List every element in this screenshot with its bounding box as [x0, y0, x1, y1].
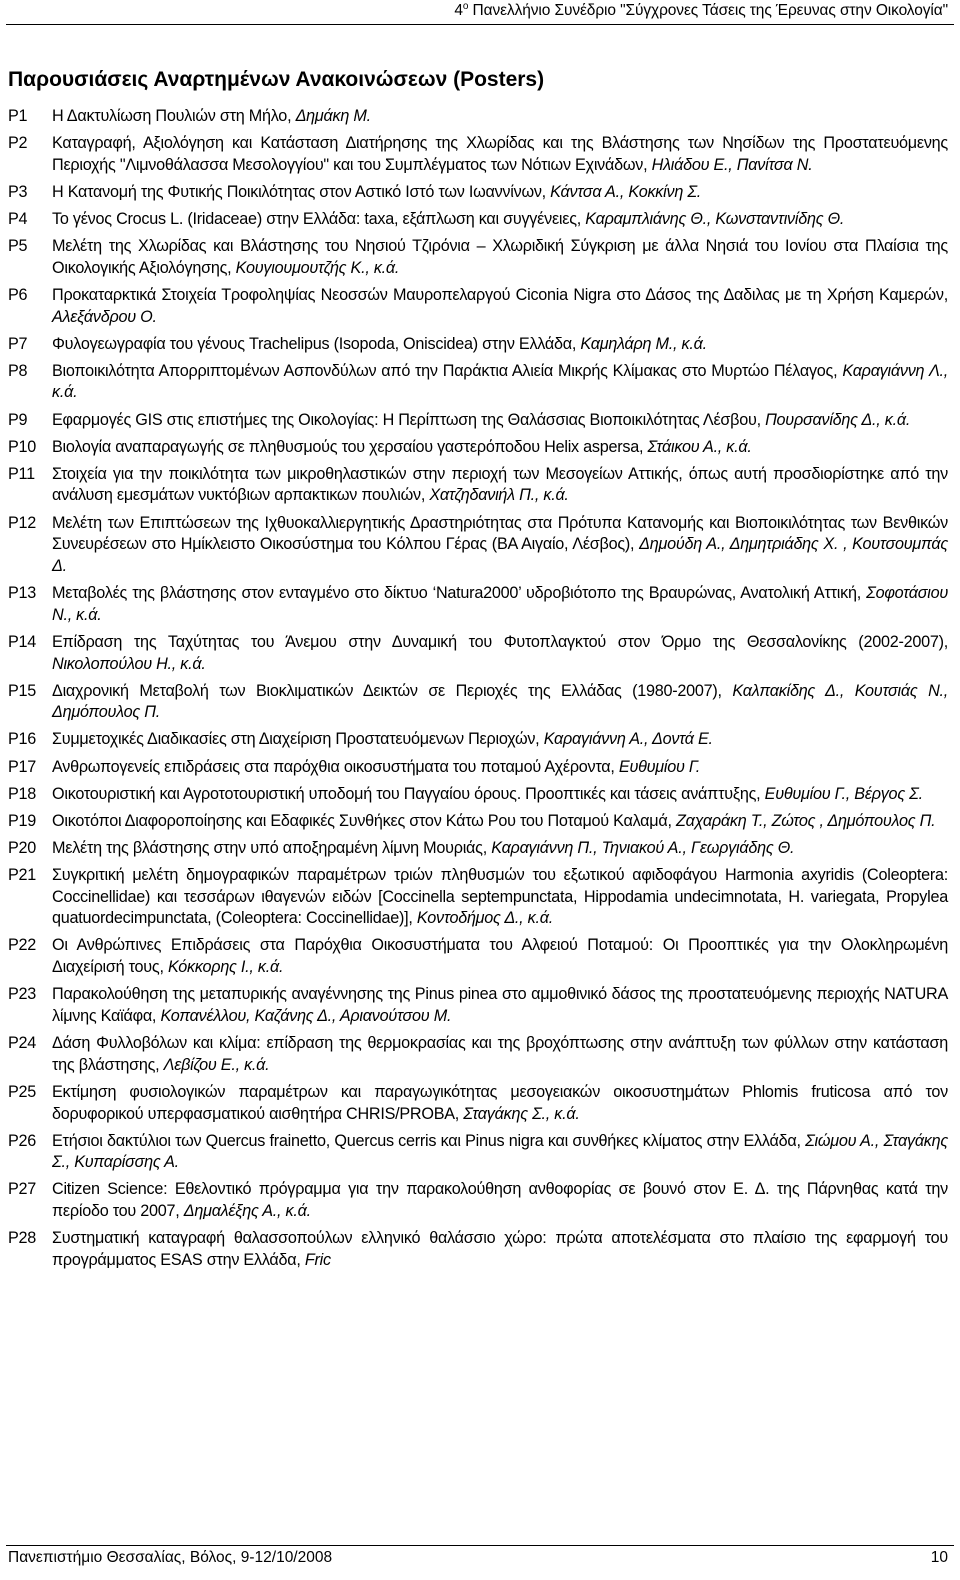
poster-item [8, 513, 948, 578]
poster-title: Διαχρονική Μεταβολή των Βιοκλιματικών Δεικτών σε Περιοχές της Ελλάδας (1980-2007), [52, 681, 722, 700]
poster-number: P7 [8, 334, 28, 353]
poster-number: P27 [8, 1180, 37, 1199]
poster-authors: Κουγιουμουτζής Κ., κ.ά. [235, 258, 400, 277]
poster-title: Μελέτη της Χλωρίδας και Βλάστησης του Νησιού Τζιρόνια – Χλωριδική Σύγκριση με άλλα Νησιά του Ιονίου στα Πλαίσια της Οικολογικής Αξιολόγησης, [52, 237, 948, 277]
poster-authors: Ευθυμίου Γ. [618, 757, 701, 776]
poster-number: P24 [8, 1034, 37, 1052]
poster-title: Συμμετοχικές Διαδικασίες στη Διαχείριση Προστατευόμενων Περιοχών, [52, 730, 540, 749]
poster-title: Μελέτη της βλάστησης στην υπό αποξηραμένη λίμνη Μουριάς, [52, 838, 487, 857]
poster-item [8, 865, 948, 930]
poster-item [8, 681, 948, 724]
poster-number: P2 [8, 134, 28, 153]
poster-item [8, 1082, 948, 1125]
poster-entry [52, 632, 948, 675]
poster-item [8, 811, 948, 833]
poster-number: P13 [8, 584, 37, 603]
poster-title: Οικοτουριστική και Αγροτοτουριστική υποδομή του Παγγαίου όρους. Προοπτικές και τάσεις ανάπτυξης, [52, 784, 761, 803]
poster-number: P4 [8, 209, 28, 228]
poster-entry [52, 1033, 948, 1076]
poster-authors: Αλεξάνδρου Ο. [52, 307, 157, 326]
poster-authors: Καλπακίδης Δ., Κουτσιάς Ν., Δημόπουλος Π. [52, 681, 948, 722]
poster-authors: Ηλιάδου Ε., Πανίτσα Ν. [651, 155, 813, 174]
poster-item [8, 632, 948, 675]
footer-divider [6, 1545, 954, 1546]
poster-authors: Κάντσα Α., Κοκκίνη Σ. [550, 182, 702, 201]
poster-authors: Χατζηδανιήλ Π., κ.ά. [429, 486, 569, 505]
header-divider [6, 24, 954, 25]
poster-item [8, 838, 948, 860]
poster-entry [52, 865, 948, 930]
poster-entry [52, 729, 948, 751]
poster-item [8, 729, 948, 751]
poster-title: Στοιχεία για την ποικιλότητα των μικροθηλαστικών στην περιοχή των Μεσογείων Αττικής, όπως αυτή προσδιορίστηκε από την ανάλυση εμεσμάτων νυκτόβιων αρπακτικων πουλιών, [52, 464, 948, 505]
poster-entry [52, 681, 948, 724]
poster-authors: Σιώμου Α., Σταγάκης Σ., Κυπαρίσσης Α. [52, 1131, 949, 1172]
poster-title: Βιολογία αναπαραγωγής σε πληθυσμούς του χερσαίου γαστερόποδου Helix aspersa, [52, 437, 644, 456]
poster-authors: Καραγιάννη Α., Δοντά Ε. [543, 730, 713, 749]
poster-entry [52, 935, 948, 978]
poster-authors: Καραγιάννη Π., Τηνιακού Α., Γεωργιάδης Θ. [491, 838, 795, 857]
poster-entry [52, 133, 948, 176]
poster-item [8, 334, 948, 356]
poster-title: Η Δακτυλίωση Πουλιών στη Μήλο, [52, 107, 292, 125]
poster-entry [52, 1179, 948, 1222]
poster-entry [52, 464, 948, 507]
poster-entry [52, 236, 948, 279]
poster-title: Παρακολούθηση της μεταπυρικής αναγέννησης της Pinus pinea στο αμμοθινικό δάσος της προστατευόμενης περιοχής NATURA λίμνης Καϊάφα, [52, 985, 948, 1025]
poster-title: Ανθρωπογενείς επιδράσεις στα παρόχθια οικοσυστήματα του ποταμού Αχέροντα, [52, 757, 615, 776]
poster-item [8, 361, 948, 404]
conference-ordinal: ο [462, 0, 469, 12]
poster-number: P16 [8, 730, 37, 749]
poster-entry [52, 437, 948, 459]
conference-title: Πανελλήνιο Συνέδριο "Σύγχρονες Τάσεις της Έρευνας στην Οικολογία" [472, 2, 948, 19]
poster-title: Η Κατανομή της Φυτικής Ποικιλότητας στον Αστικό Ιστό των Ιωαννίνων, [52, 182, 546, 201]
poster-authors: Δημούδη Α., Δημητριάδης Χ. , Κουτσουμπάς Δ. [52, 535, 949, 575]
poster-number: P18 [8, 784, 37, 803]
poster-entry [52, 334, 948, 356]
poster-item [8, 209, 948, 231]
running-header [454, 2, 948, 20]
poster-number: P28 [8, 1229, 37, 1248]
poster-number: P22 [8, 936, 37, 955]
poster-item [8, 1131, 948, 1174]
poster-title: Μεταβολές της βλάστησης στον ενταγμένο στο δίκτυο ‘Natura2000’ υδροβιότοπο της Βραυρώνας, Ανατολική Αττική, [52, 584, 861, 603]
poster-title: Εκτίμηση φυσιολογικών παραμέτρων και παραγωγικότητας μεσογειακών οικοσυστημάτων Phlomis fruticosa από τον δορυφορικού υπερφασματικού αισθητήρα CHRIS/PROBA, [52, 1082, 948, 1123]
poster-authors: Καραμπλιάνης Θ., Κωνσταντινίδης Θ. [585, 209, 845, 228]
poster-authors: Ευθυμίου Γ., Βέργος Σ. [764, 784, 923, 803]
poster-item [8, 410, 948, 432]
poster-title: Μελέτη των Επιπτώσεων της Ιχθυοκαλλιεργητικής Δραστηριότητας στα Πρότυπα Κατανομής και Βιοποικιλότητας των Βενθικών Συνευρέσεων στο Ημίκλειστο Οικοσύστημα του Κόλπου Γέρας (ΒΑ Αιγαίο, Λέσβος), [52, 513, 948, 554]
poster-entry [52, 182, 948, 204]
poster-authors: Ζαχαράκη Τ., Ζώτος , Δημόπουλος Π. [675, 811, 936, 830]
poster-number: P12 [8, 513, 37, 532]
poster-title: Οικοτόποι Διαφοροποίησης και Εδαφικές Συνθήκες στον Κάτω Ρου του Ποταμού Καλαμά, [52, 811, 672, 830]
poster-item [8, 285, 948, 328]
poster-authors: Καμηλάρη Μ., κ.ά. [580, 334, 707, 353]
poster-title: Φυλογεωγραφία του γένους Trachelipus (Isopoda, Oniscidea) στην Ελλάδα, [52, 334, 577, 353]
poster-entry [52, 361, 948, 404]
poster-number: P5 [8, 237, 28, 256]
poster-number: P11 [8, 464, 35, 483]
poster-item [8, 437, 948, 459]
poster-authors: Πουρσανίδης Δ., κ.ά. [765, 410, 911, 429]
poster-authors: Καραγιάννη Λ., κ.ά. [52, 361, 948, 402]
poster-authors: Κοντοδήμος Δ., κ.ά. [416, 909, 553, 928]
poster-number: P25 [8, 1082, 37, 1101]
poster-authors: Κοπανέλλου, Καζάνης Δ., Αριανούτσου Μ. [160, 1006, 452, 1025]
poster-entry [52, 1082, 948, 1125]
poster-entry [52, 513, 948, 578]
poster-item [8, 583, 948, 626]
poster-title: Επίδραση της Ταχύτητας του Άνεμου στην Δυναμική του Φυτοπλαγκτού στον Όρμο της Θεσσαλονίκης (2002-2007), [52, 632, 948, 651]
conference-number: 4 [454, 2, 463, 19]
poster-number: P14 [8, 632, 37, 651]
poster-number: P19 [8, 811, 37, 830]
poster-title: Βιοποικιλότητα Απορριπτομένων Ασπονδύλων από την Παράκτια Αλιεία Μικρής Κλίμακας στο Μυρτώο Πέλαγος, [52, 361, 838, 380]
poster-number: P26 [8, 1131, 37, 1150]
poster-entry [52, 106, 948, 128]
poster-authors: Σταγάκης Σ., κ.ά. [463, 1104, 580, 1123]
poster-title: Οι Ανθρώπινες Επιδράσεις στα Παρόχθια Οικοσυστήματα του Αλφειού Ποταμού: Οι Προοπτικές για την Ολοκληρωμένη Διαχείρισή τους, [52, 936, 948, 977]
poster-title: Καταγραφή, Αξιολόγηση και Κατάσταση Διατήρησης της Χλωρίδας και της Βλάστησης των Νησίδων της Προστατευόμενης Περιοχής "Λιμνοθάλασσα Μεσολογγίου" και του Συμπλέγματος των Νότιων Εχινάδων, [52, 134, 948, 174]
poster-authors: Fric [304, 1250, 331, 1269]
poster-title: Εφαρμογές GIS στις επιστήμες της Οικολογίας: Η Περίπτωση της Θαλάσσιας Βιοποικιλότητας Λέσβου, [52, 410, 761, 429]
poster-entry [52, 1131, 948, 1174]
poster-entry [52, 410, 948, 432]
poster-entry [52, 811, 948, 833]
poster-number: P17 [8, 757, 37, 776]
poster-item [8, 784, 948, 806]
poster-item [8, 106, 948, 128]
poster-authors: Νικολοπούλου Η., κ.ά. [52, 654, 206, 673]
poster-authors: Στάικου Α., κ.ά. [647, 437, 752, 456]
poster-authors: Σοφοτάσιου Ν., κ.ά. [52, 584, 949, 624]
section-title: Παρουσιάσεις Αναρτημένων Ανακοινώσεων (Posters) [8, 68, 545, 91]
poster-number: P6 [8, 285, 28, 304]
poster-item [8, 464, 948, 507]
poster-item [8, 1228, 948, 1271]
poster-number: P20 [8, 838, 37, 857]
poster-entry [52, 838, 948, 860]
poster-authors: Κόκκορης Ι., κ.ά. [167, 958, 284, 977]
poster-entry [52, 209, 948, 231]
poster-item [8, 133, 948, 176]
poster-item [8, 757, 948, 779]
poster-number: P3 [8, 182, 28, 201]
poster-entry [52, 285, 948, 328]
poster-title: Προκαταρκτικά Στοιχεία Τροφοληψίας Νεοσσών Μαυροπελαργού Ciconia Nigra στο Δάσος της Δαδιλας με τη Χρήση Καμερών, [52, 285, 948, 304]
footer-venue: Πανεπιστήμιο Θεσσαλίας, Βόλος, 9-12/10/2008 [8, 1549, 333, 1566]
poster-number: P9 [8, 410, 28, 429]
poster-item [8, 1179, 948, 1222]
poster-item [8, 182, 948, 204]
poster-title: Citizen Science: Εθελοντικό πρόγραμμα για την παρακολούθηση ανθοφορίας σε βουνό στον Ε. Δ. της Πάρνηθας κατά την περίοδο του 2007, [52, 1180, 948, 1221]
page-number: 10 [930, 1549, 948, 1566]
poster-entry [52, 784, 948, 806]
poster-item [8, 984, 948, 1027]
poster-item [8, 1033, 948, 1076]
poster-entry [52, 583, 948, 626]
poster-item [8, 236, 948, 279]
poster-authors: Δημαλέξης Α., κ.ά. [183, 1202, 311, 1221]
poster-number: P23 [8, 985, 37, 1004]
poster-number: P1 [8, 107, 28, 125]
poster-number: P10 [8, 437, 37, 456]
poster-title: Συστηματική καταγραφή θαλασσοπούλων ελληνικό θαλάσσιο χώρο: πρώτα αποτελέσματα στο πλαίσιο της εφαρμογή του προγράμματος ESAS στην Ελλάδα, [52, 1229, 948, 1269]
poster-number: P8 [8, 361, 28, 380]
poster-entry [52, 757, 948, 779]
poster-title: Το γένος Crocus L. (Iridaceae) στην Ελλάδα: taxa, εξάπλωση και συγγένειες, [52, 209, 582, 228]
poster-title: Δάση Φυλλοβόλων και κλίμα: επίδραση της θερμοκρασίας και της βροχόπτωσης στην ανάπτυξη των φύλλων στην κατάσταση της βλάστησης, [52, 1034, 948, 1074]
poster-item [8, 935, 948, 978]
poster-authors: Λεβίζου Ε., κ.ά. [163, 1055, 270, 1074]
poster-title: Ετήσιοι δακτύλιοι των Quercus frainetto, Quercus cerris και Pinus nigra και συνθήκες κλίματος στην Ελλάδα, [52, 1131, 801, 1150]
poster-entry [52, 984, 948, 1027]
poster-authors: Δημάκη Μ. [295, 107, 371, 125]
poster-title: Συγκριτική μελέτη δημογραφικών παραμέτρων τριών πληθυσμών του εξωτικού αφιδοφάγου Harmonia axyridis (Coleoptera: Coccinellidae) και τεσσάρων ιθαγενών ειδών [Coccinella septempunctata, Hippodamia undecimnotata, H. variegata, Propylea quatuordecimpunctata, (Coleoptera: Coccinellidae)], [52, 865, 948, 928]
poster-list [8, 106, 948, 1277]
poster-number: P15 [8, 681, 37, 700]
poster-number: P21 [8, 865, 37, 884]
poster-entry [52, 1228, 948, 1271]
